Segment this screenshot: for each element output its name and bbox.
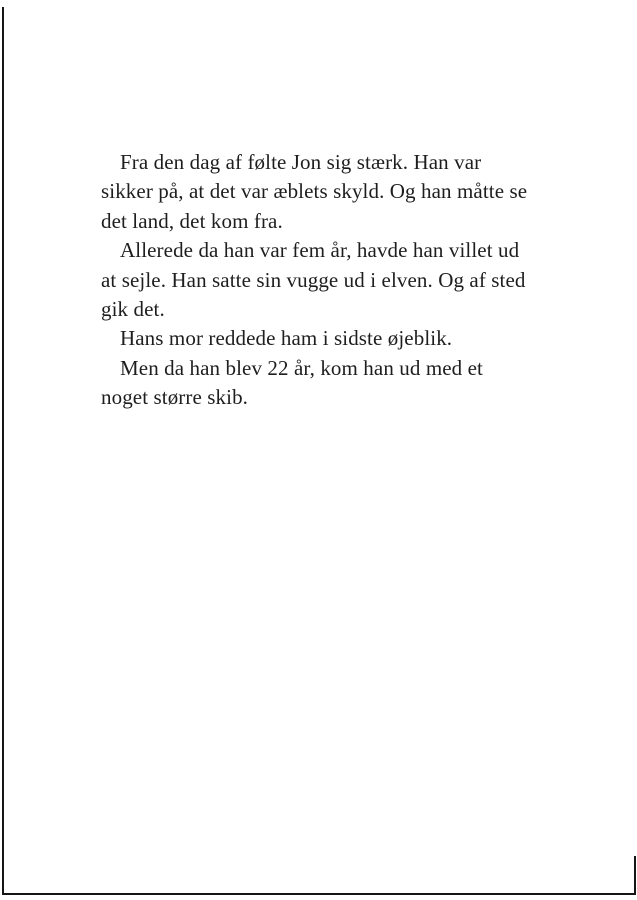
text-line: Fra den dag af følte Jon sig stærk. Han var: [120, 150, 482, 174]
page-frame-right: [634, 856, 636, 895]
text-line: det land, det kom fra.: [101, 208, 283, 233]
page-frame-left: [2, 7, 4, 895]
text-line: Hans mor reddede ham i sidste øjeblik.: [120, 326, 453, 351]
text-line: gik det.: [101, 297, 165, 322]
text-line: Allerede da han var fem år, havde han villet ud: [120, 238, 520, 263]
page-frame-bottom: [2, 893, 636, 895]
text-line: sikker på, at det var æblets skyld. Og han måtte se: [101, 179, 528, 204]
text-line: Men da han blev 22 år, kom han ud med et: [120, 355, 483, 380]
text-line: at sejle. Han satte sin vugge ud i elven. Og af sted: [101, 267, 526, 292]
body-text: [101, 148, 528, 413]
text-line: noget større skib.: [101, 385, 249, 410]
